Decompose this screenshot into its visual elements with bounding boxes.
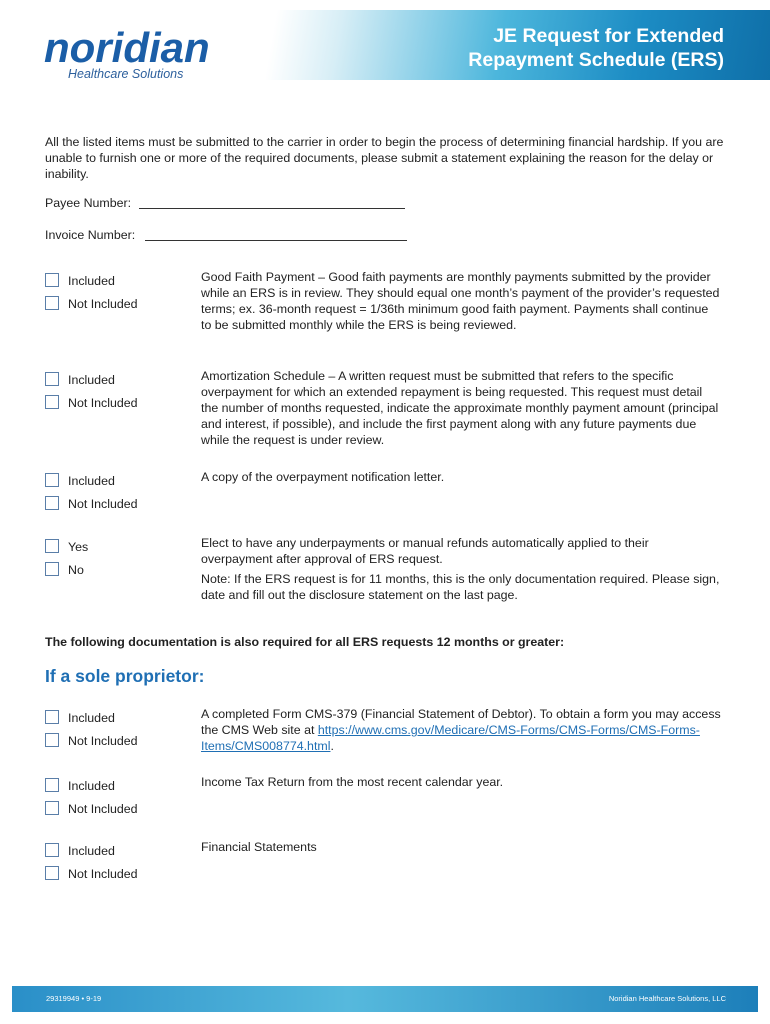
option-label: Not Included: [68, 867, 138, 881]
intro-paragraph: All the listed items must be submitted to the carrier in order to begin the process of determining financial hardship. If you are unable to furnish one or more of the required documents, please submit a statement explaining the reason for the delay or inability.: [45, 135, 724, 181]
sole3-included-checkbox[interactable]: [45, 843, 115, 859]
option-label: Included: [68, 844, 115, 858]
checkbox-icon[interactable]: [45, 562, 59, 576]
checkbox-icon[interactable]: [45, 372, 59, 386]
title-line-1: JE Request for Extended: [493, 25, 724, 47]
checkbox-icon[interactable]: [45, 296, 59, 310]
footer-bar: [12, 986, 758, 1012]
payee-number-line[interactable]: [139, 208, 405, 209]
sole3-description: Financial Statements: [201, 840, 317, 854]
item1-not-included-checkbox[interactable]: [45, 296, 138, 312]
option-label: Included: [68, 779, 115, 793]
sole3-not-included-checkbox[interactable]: [45, 866, 138, 882]
option-label: Not Included: [68, 396, 138, 410]
item4-no-checkbox[interactable]: [45, 562, 84, 578]
option-label: Included: [68, 711, 115, 725]
sole2-description: Income Tax Return from the most recent calendar year.: [201, 775, 504, 789]
option-label: No: [68, 563, 84, 577]
invoice-number-line[interactable]: [145, 240, 407, 241]
option-label: Included: [68, 474, 115, 488]
item3-included-checkbox[interactable]: [45, 473, 115, 489]
option-label: Included: [68, 274, 115, 288]
payee-number-label: Payee Number:: [45, 196, 132, 210]
checkbox-icon[interactable]: [45, 395, 59, 409]
checkbox-icon[interactable]: [45, 710, 59, 724]
footer-code: 29319949 • 9-19: [46, 994, 102, 1003]
item1-included-checkbox[interactable]: [45, 273, 115, 289]
checkbox-icon[interactable]: [45, 539, 59, 553]
payee-number-field[interactable]: [45, 196, 131, 210]
invoice-number-label: Invoice Number:: [45, 228, 136, 242]
item2-description: Amortization Schedule – A written request must be submitted that refers to the specific overpayment for which an extended repayment is being requested. This request must detail the number of months requested, indicate the approximate monthly payment amount (principal and interest, if possible), and include the first payment along with any future payments due while the request is under review.: [201, 369, 719, 447]
option-label: Not Included: [68, 802, 138, 816]
sole1-description: [201, 706, 721, 754]
item4-note: Note: If the ERS request is for 11 months, this is the only documentation required. Please sign, date and fill out the disclosure statement on the last page.: [201, 572, 720, 602]
option-label: Not Included: [68, 734, 138, 748]
logo-subtitle: Healthcare Solutions: [68, 67, 184, 81]
option-label: Yes: [68, 540, 89, 554]
option-label: Not Included: [68, 297, 138, 311]
sole2-not-included-checkbox[interactable]: [45, 801, 138, 817]
cms-form-link[interactable]: https://www.cms.gov/Medicare/CMS-Forms/CMS-Forms/CMS-Forms-Items/CMS008774.html: [201, 723, 700, 753]
item3-description: A copy of the overpayment notification letter.: [201, 470, 445, 484]
checkbox-icon[interactable]: [45, 801, 59, 815]
checkbox-icon[interactable]: [45, 496, 59, 510]
checkbox-icon[interactable]: [45, 778, 59, 792]
item4-yes-checkbox[interactable]: [45, 539, 88, 555]
option-label: Included: [68, 373, 115, 387]
checkbox-icon[interactable]: [45, 473, 59, 487]
checkbox-icon[interactable]: [45, 273, 59, 287]
checkbox-icon[interactable]: [45, 733, 59, 747]
title-line-2: Repayment Schedule (ERS): [468, 49, 724, 71]
sole1-desc-pre: A completed Form CMS-379 (Financial Statement of Debtor). To obtain a form you may access the CMS Web site at: [201, 707, 721, 737]
item1-description: Good Faith Payment – Good faith payments are monthly payments submitted by the provider while an ERS is in review. They should equal one month’s payment of the provider’s requested terms; ex. 36-month request = 1/36th minimum good faith payment. Payments shall continue to be submitted monthly while the ERS is being reviewed.: [201, 270, 720, 332]
item3-not-included-checkbox[interactable]: [45, 496, 138, 512]
item4-description: [201, 535, 721, 603]
item4-desc-text: Elect to have any underpayments or manual refunds automatically applied to their overpayment after approval of ERS request.: [201, 536, 649, 566]
logo-wordmark: noridian: [44, 24, 210, 71]
sole2-included-checkbox[interactable]: [45, 778, 115, 794]
option-label: Not Included: [68, 497, 138, 511]
sole1-included-checkbox[interactable]: [45, 710, 115, 726]
checkbox-icon[interactable]: [45, 843, 59, 857]
page-title: [468, 24, 724, 72]
item2-not-included-checkbox[interactable]: [45, 395, 138, 411]
sole-proprietor-heading: If a sole proprietor:: [45, 666, 205, 686]
sole1-desc-post: .: [330, 739, 334, 753]
footer-company: Noridian Healthcare Solutions, LLC: [608, 994, 726, 1003]
item2-included-checkbox[interactable]: [45, 372, 115, 388]
required-note: The following documentation is also required for all ERS requests 12 months or greater:: [45, 635, 565, 649]
noridian-logo: [44, 24, 210, 81]
invoice-number-field[interactable]: [45, 228, 135, 242]
checkbox-icon[interactable]: [45, 866, 59, 880]
sole1-not-included-checkbox[interactable]: [45, 733, 138, 749]
